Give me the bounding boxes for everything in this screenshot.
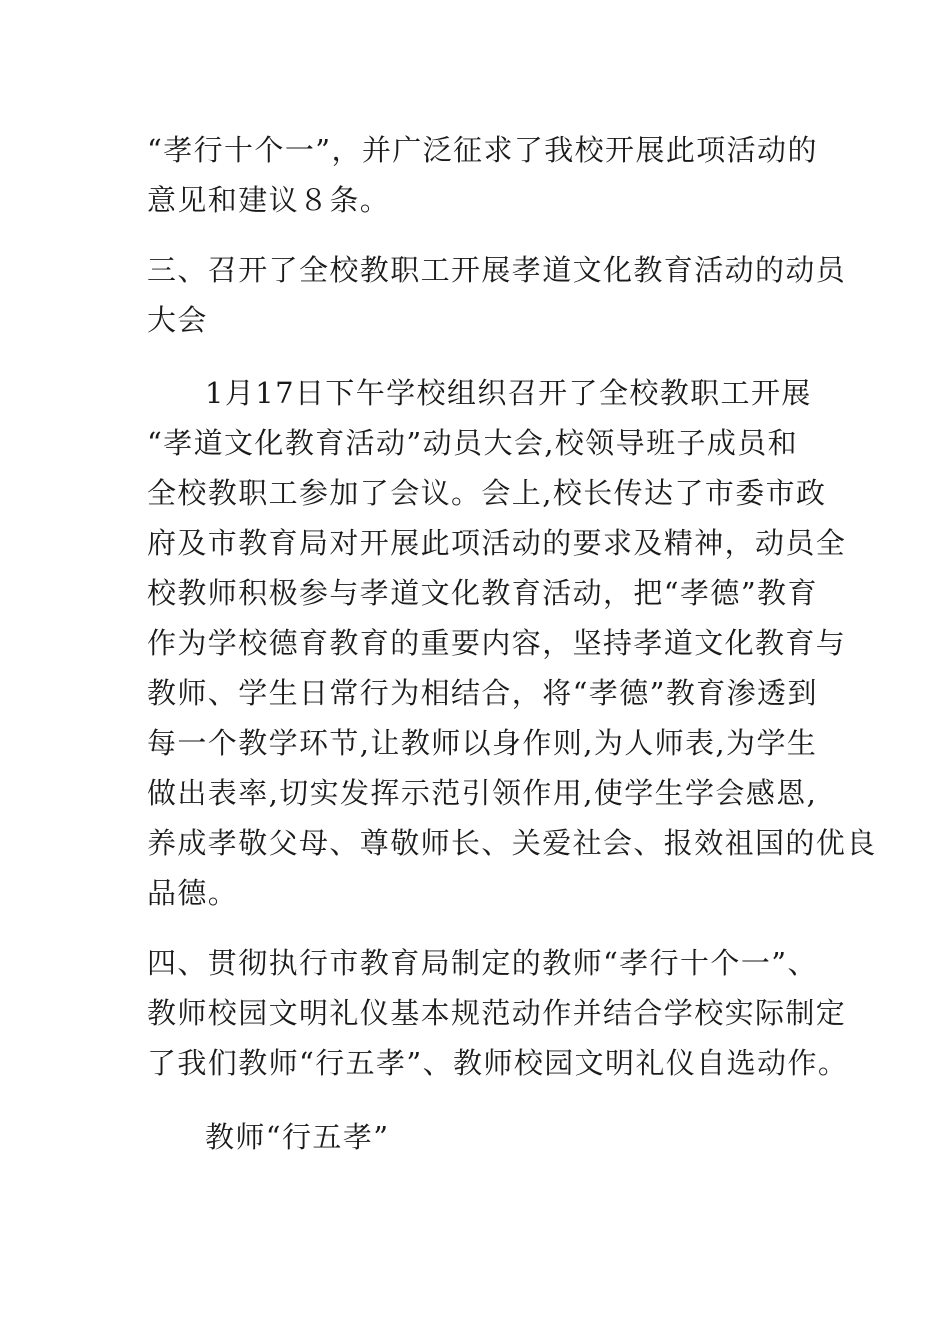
section-heading-line: 了我们教师“行五孝”、教师校园文明礼仪自选动作。 [147,1046,849,1080]
paragraph-line: 全校教职工参加了会议。会上,校长传达了市委市政 [147,476,827,510]
paragraph-line: 品德。 [147,876,239,910]
paragraph-line: “孝道文化教育活动”动员大会,校领导班子成员和 [147,426,799,460]
section-heading-line: 教师校园文明礼仪基本规范动作并结合学校实际制定 [147,996,847,1030]
paragraph-line: 1月17日下午学校组织召开了全校教职工开展 [205,376,812,410]
paragraph-line: “孝行十个一”，并广泛征求了我校开展此项活动的 [147,133,818,167]
paragraph-line: 每一个教学环节,让教师以身作则,为人师表,为学生 [147,726,818,760]
section-heading-line: 大会 [147,303,208,337]
paragraph-line: 意见和建议８条。 [147,183,391,217]
section-heading-line: 三、召开了全校教职工开展孝道文化教育活动的动员 [147,253,847,287]
paragraph-line: 教师、学生日常行为相结合，将“孝德”教育渗透到 [147,676,818,710]
section-heading-line: 四、贯彻执行市教育局制定的教师“孝行十个一”、 [147,946,818,980]
paragraph-line: 府及市教育局对开展此项活动的要求及精神，动员全 [147,526,847,560]
paragraph-line: 做出表率,切实发挥示范引领作用,使学生学会感恩, [147,776,818,810]
paragraph-line: 校教师积极参与孝道文化教育活动，把“孝德”教育 [147,576,818,610]
paragraph-line: 作为学校德育教育的重要内容，坚持孝道文化教育与 [147,626,847,660]
paragraph-line: 养成孝敬父母、尊敬师长、关爱社会、报效祖国的优良 [147,826,877,860]
subheading-line: 教师“行五孝” [205,1120,390,1154]
